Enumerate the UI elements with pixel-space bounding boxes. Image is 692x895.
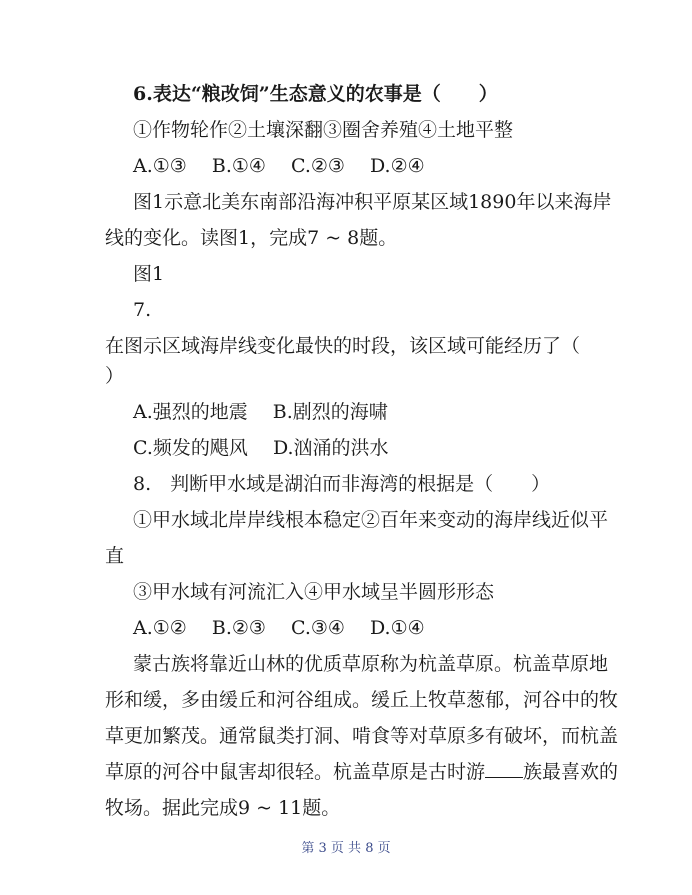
passage-2-line-4-before: 草原的河谷中鼠害却很轻。杭盖草原是古时游: [105, 761, 486, 783]
question-8-stem: 8. 判断甲水域是湖泊而非海湾的根据是（ ）: [133, 473, 551, 495]
question-6-options: A.①③ B.①④ C.②③ D.②④: [133, 155, 425, 177]
question-7-stem-line-1: 在图示区域海岸线变化最快的时段，该区域可能经历了（: [105, 335, 581, 357]
figure-label: 图1: [133, 263, 165, 285]
question-8-item-line-2: 直: [105, 545, 125, 567]
question-8-item-line-3: ③甲水域有河流汇入④甲水域呈半圆形形态: [133, 581, 495, 603]
passage-2-line-2: 形和缓，多由缓丘和河谷组成。缓丘上牧草葱郁，河谷中的牧: [105, 689, 619, 711]
question-7-options-ab: A.强烈的地震 B.剧烈的海啸: [133, 401, 388, 423]
passage-2-line-1: 蒙古族将靠近山林的优质草原称为杭盖草原。杭盖草原地: [133, 653, 609, 675]
question-8-item-line-1: ①甲水域北岸岸线根本稳定②百年来变动的海岸线近似平: [133, 509, 609, 531]
passage-1-line-2: 线的变化。读图1，完成7 ~ 8题。: [105, 227, 398, 249]
question-7-options-cd: C.频发的飓风 D.汹涌的洪水: [133, 437, 389, 459]
question-6-items: ①作物轮作②土壤深翻③圈舍养殖④土地平整: [133, 119, 514, 141]
passage-2-line-5: 牧场。据此完成9 ~ 11题。: [105, 797, 341, 819]
page-footer: 第 3 页 共 8 页: [301, 841, 391, 856]
fill-in-blank: [485, 761, 523, 778]
passage-1-line-1: 图1示意北美东南部沿海冲积平原某区域1890年以来海岸: [133, 191, 612, 213]
passage-2-line-3: 草更加繁茂。通常鼠类打洞、啃食等对草原多有破坏，而杭盖: [105, 725, 619, 747]
passage-2-line-4: [105, 760, 618, 784]
question-8-options: A.①② B.②③ C.③④ D.①④: [133, 617, 425, 639]
question-7-number: 7.: [133, 299, 152, 321]
question-7-stem-line-2: ）: [105, 365, 125, 387]
question-6-stem: 6.表达“粮改饲”生态意义的农事是（ ）: [133, 83, 498, 105]
passage-2-line-4-after: 族最喜欢的: [523, 761, 619, 783]
